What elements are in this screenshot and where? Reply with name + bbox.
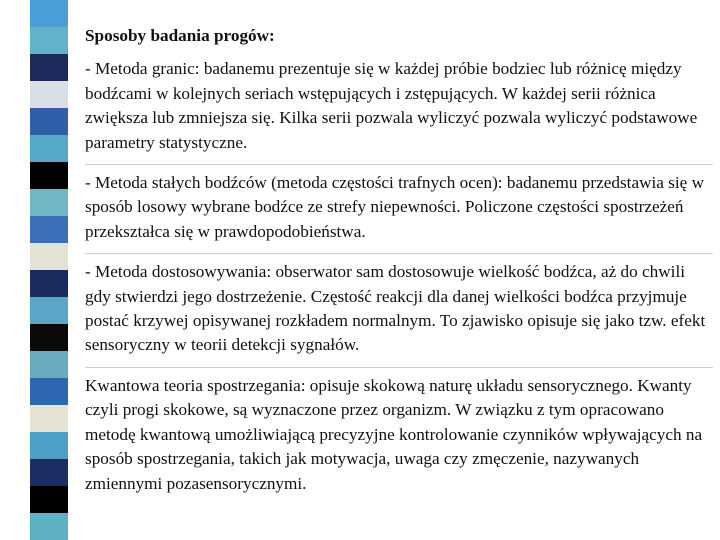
decor-square [30,108,68,135]
slide-content [85,24,713,505]
decor-square [30,162,68,189]
decor-square [30,351,68,378]
separator-line [85,164,713,165]
decor-square [30,216,68,243]
decor-square [30,270,68,297]
decor-square [30,81,68,108]
decor-square [30,405,68,432]
decor-square [30,243,68,270]
decor-square [30,486,68,513]
decor-square [30,378,68,405]
decor-square [30,0,68,27]
decor-square [30,135,68,162]
separator-line [85,253,713,254]
paragraph-method-adjustment: - Metoda dostosowywania: obserwator sam dostosowuje wielkość bodźca, aż do chwili gdy stwierdzi jego dostrzeżenie. Częstość reakcji dla danej wielkości bodźca przyjmuje postać krzywej opisywanej rozkładem normalnym. To zjawisko opisuje się jako tzw. efekt sensoryczny w teorii detekcji sygnałów. [85,262,706,355]
decor-square [30,432,68,459]
paragraph-method-constant-stimuli: - Metoda stałych bodźców (metoda częstości trafnych ocen): badanemu przedstawia się w sposób losowy wybrane bodźce ze strefy niepewności. Policzone częstości spostrzeżeń przekształca się w prawdopodobieństwa. [85,173,704,241]
paragraph-method-limits: - Metoda granic: badanemu prezentuje się w każdej próbie bodziec lub różnicę między bodźcami w kolejnych seriach wstępujących i zstępujących. W każdej serii różnica zwiększa lub zmniejsza się. Kilka serii pozwala wyliczyć pozwala wyliczyć podstawowe parametry statystyczne. [85,59,698,152]
decor-square [30,189,68,216]
paragraph-quantum-theory: Kwantowa teoria spostrzegania: opisuje skokową naturę układu sensorycznego. Kwanty czyli progi skokowe, są wyznaczone przez organizm. W związku z tym opracowano metodę kwantową umożliwiającą precyzyjne kontrolowanie czynników wpływających na sposób spostrzegania, takich jak motywacja, uwaga czy zmęczenie, nazywanych zmiennymi pozasensorycznymi. [85,375,703,493]
slide-title: Sposoby badania progów: [85,26,275,45]
separator-line [85,367,713,368]
decorative-square-strip [30,0,68,540]
decor-square [30,297,68,324]
decor-square [30,54,68,81]
decor-square [30,27,68,54]
decor-square [30,324,68,351]
decor-square [30,459,68,486]
decor-square [30,513,68,540]
